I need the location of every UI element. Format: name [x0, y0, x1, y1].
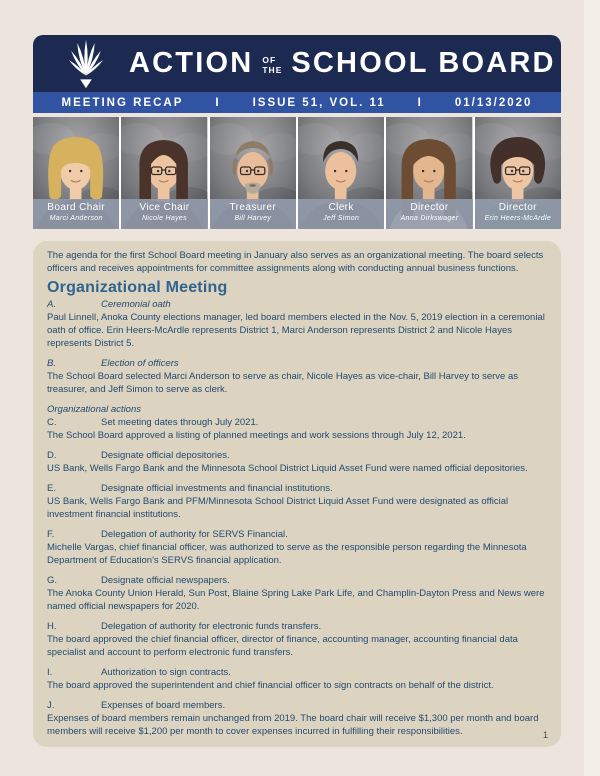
page-number: 1: [542, 730, 548, 740]
page-title: Organizational Meeting: [47, 279, 228, 296]
section-heading-line: [47, 574, 547, 587]
section-i: [47, 666, 547, 692]
section-body: Paul Linnell, Anoka County elections manager, led board members elected in the Nov. 5, 2019 election in a ceremonial oath of office. Erin Heers-McArdle represents District 1, Marci Anderson represents District 2 and Nicole Hayes represents District 5.: [47, 312, 545, 349]
section-d: [47, 449, 547, 475]
section-h: [47, 620, 547, 659]
section-heading-line: [47, 699, 547, 712]
member-caption: [298, 199, 384, 229]
masthead: [33, 35, 561, 92]
section-heading-line: [47, 666, 547, 679]
meta-issue: ISSUE 51, VOL. 11: [252, 96, 386, 109]
member-role: Vice Chair: [139, 202, 190, 213]
board-member-card: [475, 117, 561, 229]
meta-bar: [33, 92, 561, 113]
content-box: [33, 241, 561, 747]
section-a: [47, 298, 547, 350]
organizational-actions-subheading: Organizational actions: [47, 404, 141, 415]
section-letter: A.: [47, 299, 56, 310]
board-member-card: [121, 117, 207, 229]
section-body: Michelle Vargas, chief financial officer, was authorized to serve as the responsible person regarding the Minnesota Department of Education's SERVS financial application.: [47, 542, 527, 566]
board-member-card: [210, 117, 296, 229]
section-e: [47, 482, 547, 521]
section-body: The board approved the chief financial officer, director of finance, accounting manager, accounting financial data specialist and account to perform electronic fund transfers.: [47, 634, 518, 658]
page-edge: [584, 0, 600, 776]
member-role: Director: [410, 202, 449, 213]
section-title: Delegation of authority for electronic funds transfers.: [101, 621, 322, 632]
section-title: Delegation of authority for SERVS Financial.: [101, 529, 288, 540]
section-letter: E.: [47, 483, 56, 494]
masthead-schoolboard: SCHOOL BOARD: [291, 47, 556, 79]
section-title: Ceremonial oath: [101, 299, 171, 310]
section-letter: J.: [47, 700, 55, 711]
section-title: Expenses of board members.: [101, 700, 226, 711]
section-body: The Anoka County Union Herald, Sun Post, Blaine Spring Lake Park Life, and Champlin-Dayton Press and News were named official newspapers for 2020.: [47, 588, 545, 612]
section-f: [47, 528, 547, 567]
masthead-the: THE: [262, 64, 283, 75]
section-b: [47, 357, 547, 396]
member-role: Board Chair: [47, 202, 106, 213]
section-body: The School Board selected Marci Anderson to serve as chair, Nicole Hayes as vice-chair, Bill Harvey to serve as treasurer, and Jeff Simon to serve as clerk.: [47, 371, 518, 395]
district-logo-icon: [57, 37, 115, 90]
masthead-ofthe: [262, 56, 282, 75]
member-caption: [210, 199, 296, 229]
section-title: Set meeting dates through July 2021.: [101, 417, 259, 428]
section-heading-line: [47, 528, 547, 541]
member-caption: [121, 199, 207, 229]
meta-separator: I: [215, 96, 221, 109]
section-body: The School Board approved a listing of planned meetings and work sessions through July 12, 2021.: [47, 430, 466, 441]
section-g: [47, 574, 547, 613]
section-body: US Bank, Wells Fargo Bank and the Minnesota School District Liquid Asset Fund were named official depositories.: [47, 463, 528, 474]
member-name: Jeff Simon: [323, 214, 360, 222]
member-caption: [475, 199, 561, 229]
masthead-action: ACTION: [129, 47, 254, 79]
section-c: [47, 416, 547, 442]
masthead-title: [129, 47, 570, 80]
newsletter-column: [33, 35, 561, 747]
section-heading-line: [47, 416, 547, 429]
section-title: Designate official investments and financial institutions.: [101, 483, 333, 494]
section-title: Election of officers: [101, 358, 179, 369]
section-j: [47, 699, 547, 738]
section-letter: F.: [47, 529, 55, 540]
section-heading-line: [47, 357, 547, 370]
board-member-card: [298, 117, 384, 229]
section-heading-line: [47, 482, 547, 495]
masthead-of: OF: [262, 55, 277, 66]
member-name: Bill Harvey: [234, 214, 272, 222]
board-member-photo-row: [33, 117, 561, 229]
section-title: Designate official newspapers.: [101, 575, 230, 586]
member-name: Marci Anderson: [49, 214, 103, 222]
section-heading-line: [47, 449, 547, 462]
section-letter: G.: [47, 575, 58, 586]
member-name: Anna Dirkswager: [400, 214, 459, 222]
meta-separator: I: [417, 96, 423, 109]
member-role: Treasurer: [229, 202, 277, 213]
member-name: Erin Heers-McArdle: [484, 214, 552, 222]
section-letter: H.: [47, 621, 57, 632]
section-letter: B.: [47, 358, 56, 369]
member-role: Director: [498, 202, 537, 213]
board-member-card: [33, 117, 119, 229]
section-title: Designate official depositories.: [101, 450, 230, 461]
meta-recap: MEETING RECAP: [61, 96, 184, 109]
section-letter: I.: [47, 667, 53, 678]
section-heading-line: [47, 298, 547, 311]
member-caption: [386, 199, 472, 229]
section-body: US Bank, Wells Fargo Bank and PFM/Minnesota School District Liquid Asset Fund were designated as official investment financial institutions.: [47, 496, 509, 520]
section-letter: C.: [47, 417, 57, 428]
section-body: The board approved the superintendent and chief financial officer to sign contracts on behalf of the district.: [47, 680, 494, 691]
member-caption: [33, 199, 119, 229]
section-body: Expenses of board members remain unchanged from 2019. The board chair will receive $1,300 per month and board members will receive $1,200 per month to cover expenses incurred in fulfilling their responsibilities.: [47, 713, 539, 737]
member-name: Nicole Hayes: [142, 214, 187, 222]
intro-paragraph: The agenda for the first School Board meeting in January also serves as an organizational meeting. The board selects officers and receives appointments for committee assignments along with conducting annual business functions.: [47, 250, 544, 274]
section-letter: D.: [47, 450, 57, 461]
section-title: Authorization to sign contracts.: [101, 667, 231, 678]
section-heading-line: [47, 620, 547, 633]
board-member-card: [386, 117, 472, 229]
member-role: Clerk: [328, 202, 354, 213]
meta-date: 01/13/2020: [454, 96, 533, 109]
